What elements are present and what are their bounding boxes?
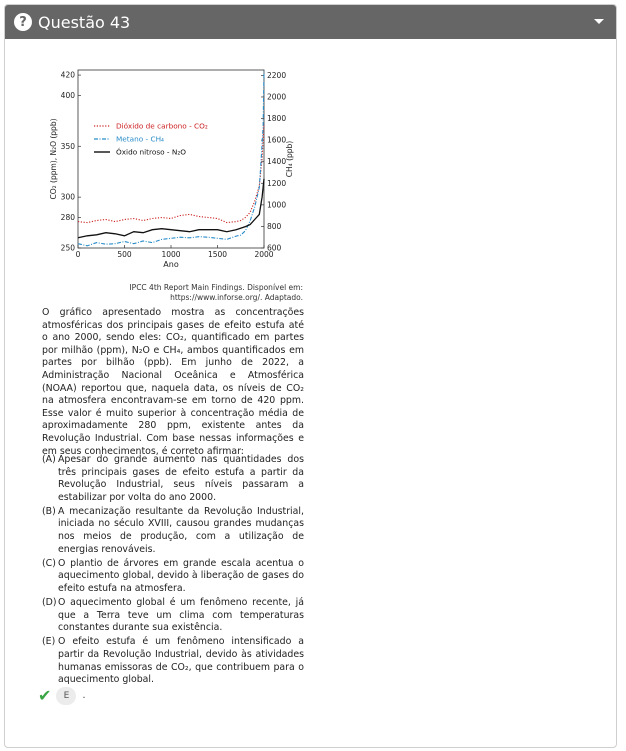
y-left-tick-label: 350 (60, 141, 75, 151)
y-right-tick-label: 1600 (267, 135, 287, 145)
y-right-tick-label: 2000 (267, 92, 287, 102)
option-letter: (C) (42, 557, 56, 569)
legend-label: Metano - CH₄ (116, 134, 164, 144)
y-right-tick-label: 1800 (267, 114, 287, 124)
chart-axes (49, 70, 294, 269)
y-left-tick-label: 300 (60, 192, 75, 202)
y-right-tick-label: 1400 (267, 157, 287, 167)
checkmark-icon: ✔ (38, 686, 52, 705)
option-text: O aquecimento global é um fenômeno recente, já que a Terra teve um clima com temperaturas constantes durante sua existência. (58, 597, 304, 634)
chart-legend (94, 122, 208, 157)
chevron-down-icon[interactable] (594, 19, 604, 24)
question-header[interactable] (5, 5, 616, 39)
option-b[interactable] (42, 506, 304, 556)
y-left-tick-label: 250 (60, 243, 75, 253)
answer-badge: E (56, 687, 76, 705)
legend-label: Dióxido de carbono - CO₂ (116, 121, 208, 131)
x-tick-label: 0 (75, 250, 81, 259)
option-letter: (A) (42, 454, 56, 465)
series-line-3 (78, 179, 264, 238)
option-c[interactable] (42, 558, 304, 596)
x-tick-label: 500 (117, 250, 132, 259)
y-left-axis-label: CO₂ (ppm), N₂O (ppb) (49, 118, 58, 200)
y-right-tick-label: 1000 (267, 200, 287, 210)
option-a[interactable] (42, 454, 304, 504)
option-letter: (D) (42, 597, 57, 609)
x-tick-label: 2000 (254, 250, 274, 259)
option-text: O efeito estufa é um fenômeno intensificado a partir da Revolução Industrial, devido às atividades humanas emissoras de CO₂, que contribuem para o aquecimento global. (58, 636, 304, 686)
y-right-tick-label: 2200 (267, 70, 287, 80)
y-left-tick-label: 400 (60, 90, 75, 100)
chart-lines (78, 70, 264, 246)
y-right-tick-label: 1200 (267, 178, 287, 188)
plot-frame (78, 70, 264, 248)
y-left-tick-label: 420 (60, 70, 75, 80)
question-body: O gráfico apresentado mostra as concentrações atmosféricas dos principais gases de efeito estufa até o ano 2000, sendo eles: CO₂, quantificado em partes por milhão (ppm), N₂O e CH₄, ambos quantificados em partes por bilhão (ppb). Em junho de 2022, a Administração Nacional Oceânica e Atmosférica (NOAA) reportou que, naquela data, os níveis de CO₂ na atmosfera encontravam-se em torno de 420 ppm. Esse valor é muito superior à concentração média de aproximadamente 280 ppm, existente antes da Revolução Industrial. Com base nessas informações e em seus conhecimentos, é correto afirmar: (42, 307, 304, 457)
option-text: A mecanização resultante da Revolução Industrial, iniciada no século XVIII, causou grandes mudanças nos meios de produção, com a utilização de energias renováveis. (58, 505, 304, 555)
x-axis-label: Ano (163, 260, 179, 269)
y-right-axis-label: CH₄ (ppb) (285, 140, 294, 178)
x-tick-label: 1500 (207, 250, 228, 259)
option-d[interactable] (42, 597, 304, 635)
x-tick-label: 1000 (161, 250, 181, 259)
answer-feedback (38, 686, 86, 705)
option-text: O plantio de árvores em grande escala acentua o aquecimento global, devido à liberação de gases do efeito estufa na atmosfera. (58, 557, 304, 594)
legend-label: Óxido nitroso - N₂O (116, 147, 186, 157)
option-text: Apesar do grande aumento nas quantidades dos três principais gases de efeito estufa a partir da Revolução Industrial, seus níveis passaram a estabilizar por volta do ano 2000. (58, 454, 304, 503)
option-e[interactable] (42, 636, 304, 686)
emissions-chart (44, 62, 314, 282)
answer-options (42, 454, 304, 688)
question-circle-icon: ? (14, 13, 32, 31)
answer-suffix: . (82, 690, 86, 701)
option-letter: (B) (42, 505, 56, 517)
question-title: Questão 43 (38, 12, 131, 32)
chart-source: IPCC 4th Report Main Findings. Disponível em: https://www.inforse.org/. Adaptado. (129, 283, 303, 302)
option-letter: (E) (42, 636, 56, 648)
y-right-tick-label: 800 (267, 221, 282, 231)
y-right-tick-label: 600 (267, 243, 282, 253)
y-left-tick-label: 280 (60, 212, 75, 222)
